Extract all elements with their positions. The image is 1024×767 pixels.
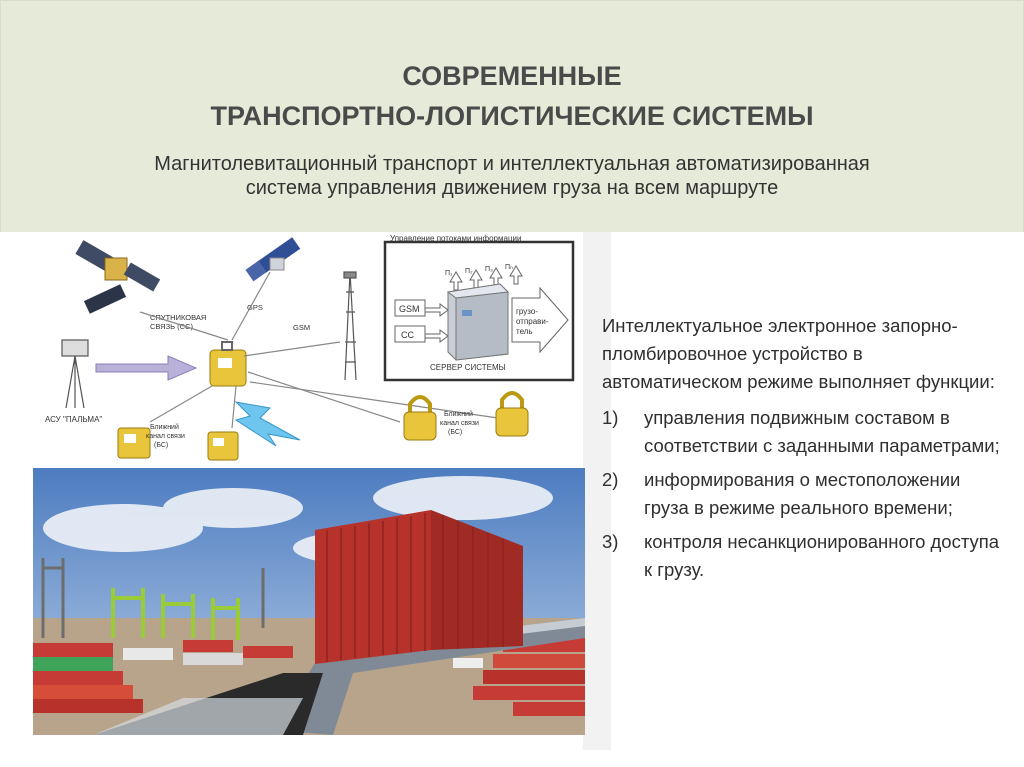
near-label-right-1: Ближний bbox=[444, 411, 473, 418]
p2-label: П₂ bbox=[465, 268, 473, 275]
list-text: управления подвижным составом в соответствии с заданными параметрами; bbox=[644, 407, 1000, 456]
lightning-icon bbox=[236, 402, 300, 446]
output-arrow-line2: отправи- bbox=[516, 317, 549, 326]
list-number: 3) bbox=[602, 531, 619, 552]
gsm-box-label: GSM bbox=[399, 304, 420, 314]
list-item bbox=[602, 528, 1007, 584]
gsm-tower-icon bbox=[344, 272, 356, 380]
cc-box-label: CC bbox=[401, 330, 414, 340]
list-item bbox=[602, 404, 1007, 460]
server-icon bbox=[448, 284, 508, 360]
list-text: информирования о местоположении груза в режиме реального времени; bbox=[644, 469, 961, 518]
communication-diagram bbox=[0, 232, 583, 468]
seal-device-main bbox=[210, 342, 246, 386]
padlock-seal-2 bbox=[496, 393, 528, 436]
slide-title bbox=[0, 56, 1024, 136]
near-label-right-3: (БС) bbox=[448, 429, 463, 436]
near-label-left-1: Ближний bbox=[150, 424, 179, 431]
asu-label: АСУ "ПАЛЬМА" bbox=[45, 415, 103, 424]
list-number: 1) bbox=[602, 407, 619, 428]
list-number: 2) bbox=[602, 469, 619, 490]
title-line-2: ТРАНСПОРТНО-ЛОГИСТИЧЕСКИЕ СИСТЕМЫ bbox=[210, 101, 814, 131]
gps-label: GPS bbox=[247, 303, 263, 312]
padlock-seal-1 bbox=[404, 397, 436, 440]
subtitle-line-1: Магнитолевитационный транспорт и интеллектуальная автоматизированная bbox=[154, 153, 870, 175]
p1-label: П₁ bbox=[445, 270, 453, 277]
slide-subtitle bbox=[40, 152, 984, 200]
info-flow-label: Управление потоками информации bbox=[390, 234, 522, 243]
satellite-icon bbox=[75, 240, 160, 314]
container-terminal-photo bbox=[33, 468, 585, 735]
list-text: контроля несанкционированного доступа к грузу. bbox=[644, 531, 1000, 580]
gsm-label: GSM bbox=[293, 323, 311, 332]
gps-satellite-icon bbox=[245, 237, 300, 281]
p3-label: П₃ bbox=[485, 266, 493, 273]
sat-label-line1: СПУТНИКОВАЯ bbox=[150, 313, 207, 322]
output-arrow-line1: грузо- bbox=[516, 307, 538, 316]
seal-device-2 bbox=[208, 432, 238, 460]
near-label-left-2: канал связи bbox=[146, 433, 185, 440]
subtitle-line-2: система управления движением груза на всем маршруте bbox=[245, 177, 779, 199]
pn-label: Пₙ bbox=[505, 264, 513, 271]
functions-text-block bbox=[602, 312, 1007, 590]
sat-label-line2: СВЯЗЬ (СС) bbox=[150, 322, 193, 331]
server-label: СЕРВЕР СИСТЕМЫ bbox=[430, 363, 506, 372]
intro-paragraph: Интеллектуальное электронное запорно-пломбировочное устройство в автоматическом режиме выполняет функции: bbox=[602, 315, 995, 392]
near-label-left-3: (БС) bbox=[154, 442, 169, 449]
list-item bbox=[602, 466, 1007, 522]
asu-station-icon bbox=[62, 340, 88, 408]
output-arrow-line3: тель bbox=[516, 327, 533, 336]
title-line-1: СОВРЕМЕННЫЕ bbox=[402, 61, 622, 91]
data-arrow bbox=[96, 356, 196, 380]
near-label-right-2: канал связи bbox=[440, 420, 479, 427]
